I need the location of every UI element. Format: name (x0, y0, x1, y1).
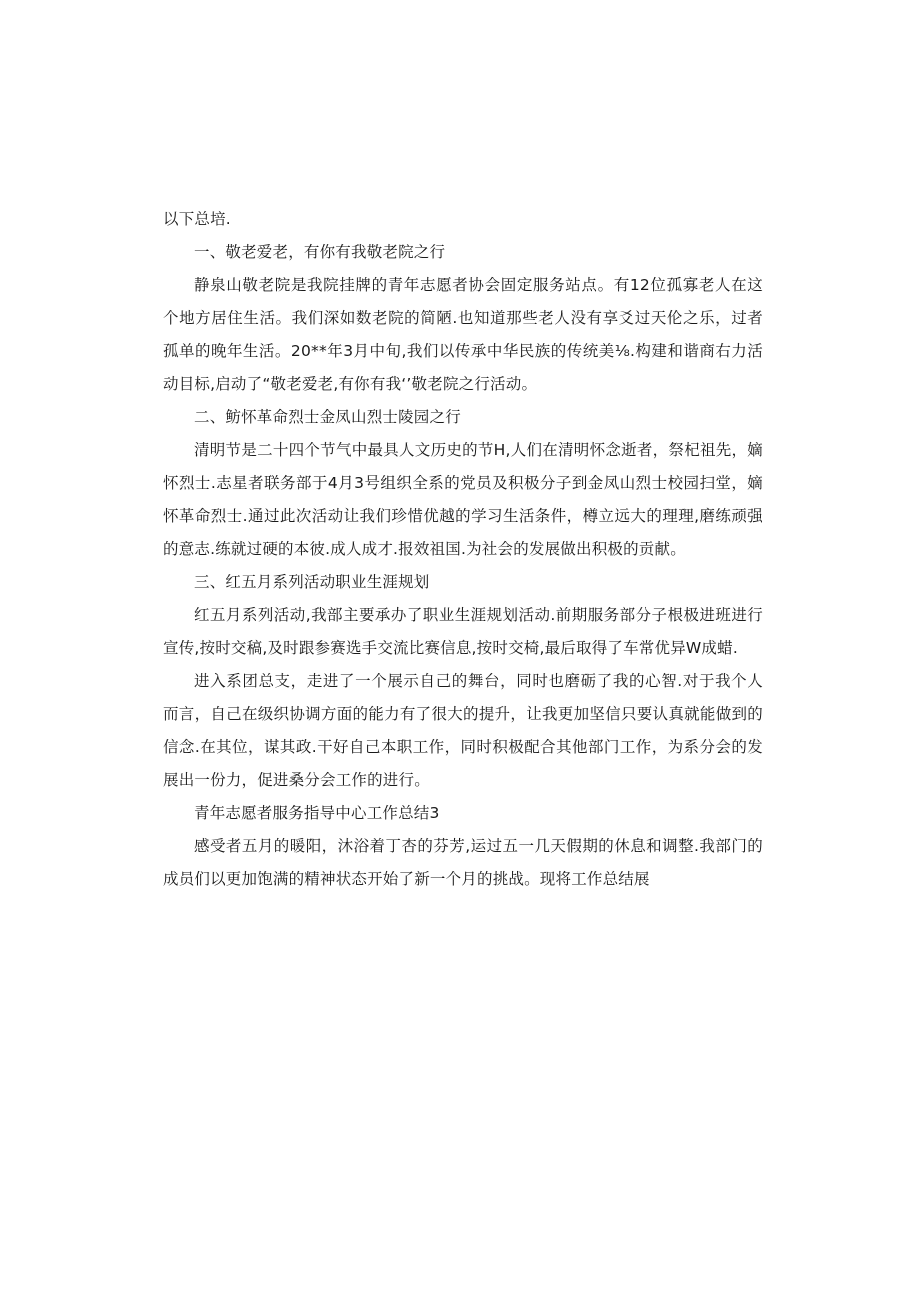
paragraph-martyrs-cemetery: 清明节是二十四个节气中最具人文历史的节H,人们在清明怀念逝者，祭杞祖先，嫡怀烈士.志星者联务部于4月3号组织全系的党员及积极分子到金凤山烈士校园扫堂，嫡怀革命烈士.通过此次活动让我们珍惜优越的学习生活条件，樽立远大的理理,磨练顽强的意志.练就过硬的本彼.成人成才.报效祖国.为社会的发展做出积极的贡献。 (163, 441, 763, 558)
paragraph-may-summary: 感受者五月的暖阳，沐浴着丁杏的芬芳,运过五一几天假期的休息和调整.我部门的成员们以更加饱满的精神状态开始了新一个月的挑战。现将工作总结展 (163, 837, 763, 888)
intro-fragment: 以下总培. (163, 210, 231, 228)
section-heading-career-planning: 三、红五月系列活动职业生涯规划 (194, 573, 430, 591)
section-heading-martyrs-cemetery: 二、鲂怀革命烈士金凤山烈士陵园之行 (194, 408, 461, 426)
paragraph-personal-reflection: 进入系团总支，走进了一个展示自己的舞台，同时也磨砺了我的心智.对于我个人而言，自己在级织协调方面的能力有了很大的提升，让我更加坚信只要认真就能做到的信念.在其位，谋其政.干好自己本职工作，同时积极配合其他部门工作，为系分会的发展出一份力，促进桑分会工作的进行。 (163, 672, 763, 789)
paragraph-elderly-home: 静泉山敬老院是我院挂牌的青年志愿者协会固定服务站点。有12位孤寡老人在这个地方居住生活。我们深如数老院的简陋.也知道那些老人没有享爻过天伦之乐，过者孤单的晚年生活。20**年3月中旬,我们以传承中华民族的传统美⅛.构建和谐商右力活动目标,启动了“敬老爱老,有你有我‘’敬老院之行活动。 (163, 276, 763, 393)
document-body (163, 203, 763, 896)
paragraph-career-planning: 红五月系列活动,我部主要承办了职业生涯规划活动.前期服务部分子根极进班进行宣传,按时交稿,及时跟参赛选手交流比赛信息,按时交椅,最后取得了车常优异W成蜡. (163, 606, 763, 657)
section-heading-elderly-home: 一、敬老爱老，有你有我敬老院之行 (194, 243, 446, 261)
section-heading-summary-3: 青年志愿者服务指导中心工作总结3 (194, 804, 440, 822)
